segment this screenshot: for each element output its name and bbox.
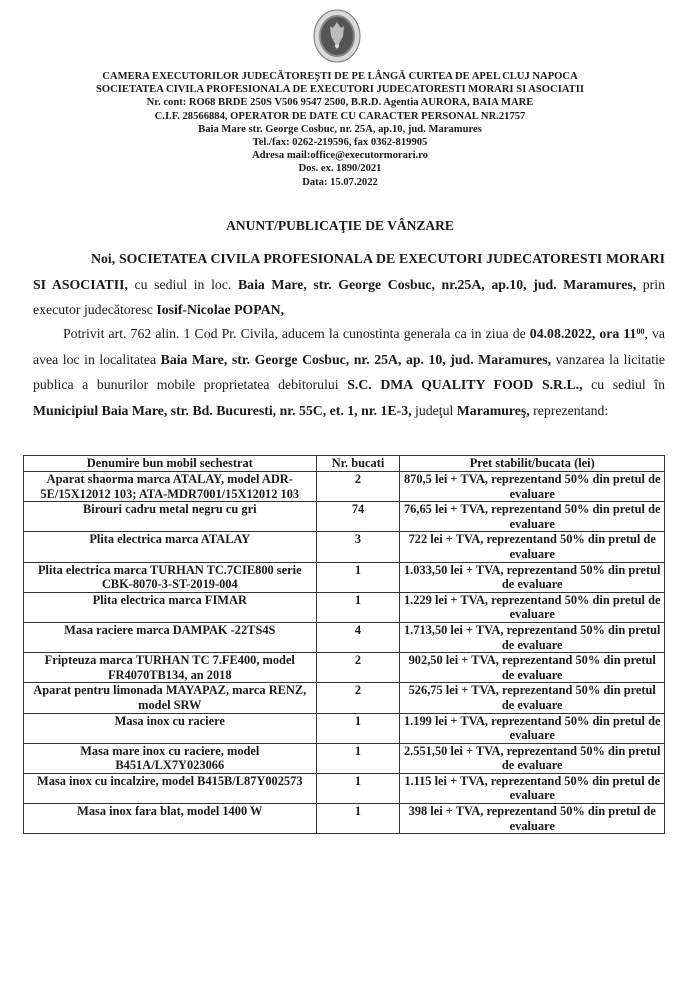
price-cell: 1.115 lei + TVA, reprezentand 50% din pretul de evaluare <box>400 773 665 803</box>
intro-paragraph: Noi, SOCIETATEA CIVILA PROFESIONALA DE EXECUTORI JUDECATORESTI MORARI SI ASOCIATII, cu sediul in loc. Baia Mare, str. George Cosbuc, nr.25A, ap.10, jud. Maramures, prin executor judecătoresc Iosif-Nicolae POPAN, <box>33 251 665 318</box>
debtor-address: Municipiul Baia Mare, str. Bd. Bucuresti, nr. 55C, et. 1, nr. 1E-3, <box>33 402 412 418</box>
header-file-number: Dos. ex. 1890/2021 <box>298 163 382 175</box>
price-cell: 722 lei + TVA, reprezentand 50% din pretul de evaluare <box>400 532 665 562</box>
table-row <box>24 683 665 713</box>
item-name-cell: Masa inox cu raciere <box>24 713 317 743</box>
table-row <box>24 804 665 834</box>
quantity-cell: 1 <box>316 743 400 773</box>
quantity-cell: 1 <box>316 773 400 803</box>
item-name-cell: Plita electrica marca TURHAN TC.7CIE800 serie CBK-8070-3-ST-2019-004 <box>24 562 317 592</box>
quantity-cell: 2 <box>316 683 400 713</box>
document-title: ANUNT/PUBLICAŢIE DE VÂNZARE <box>226 218 454 233</box>
quantity-cell: 74 <box>316 502 400 532</box>
item-name-cell: Masa inox cu incalzire, model B415B/L87Y002573 <box>24 773 317 803</box>
price-cell: 76,65 lei + TVA, reprezentand 50% din pretul de evaluare <box>400 502 665 532</box>
quantity-cell: 1 <box>316 804 400 834</box>
price-cell: 526,75 lei + TVA, reprezentand 50% din pretul de evaluare <box>400 683 665 713</box>
price-cell: 2.551,50 lei + TVA, reprezentand 50% din pretul de evaluare <box>400 743 665 773</box>
header-phone: Tel./fax: 0262-219596, fax 0362-819905 <box>252 137 428 149</box>
goods-table <box>23 455 665 834</box>
quantity-cell: 2 <box>316 472 400 502</box>
executor-name: Noi, SOCIETATEA CIVILA PROFESIONALA DE EXECUTORI JUDECATORESTI MORARI SI ASOCIATII, <box>33 251 665 292</box>
price-cell: 398 lei + TVA, reprezentand 50% din pretul de evaluare <box>400 804 665 834</box>
item-name-cell: Plita electrica marca ATALAY <box>24 532 317 562</box>
quantity-cell: 4 <box>316 622 400 652</box>
table-row <box>24 622 665 652</box>
item-name-cell: Aparat pentru limonada MAYAPAZ, marca RENZ, model SRW <box>24 683 317 713</box>
table-row <box>24 653 665 683</box>
seal-icon <box>312 8 362 64</box>
table-row <box>24 773 665 803</box>
auction-datetime: 04.08.2022, ora $11^{00}$ <box>529 326 645 341</box>
table-row <box>24 743 665 773</box>
table-row <box>24 562 665 592</box>
column-header-item: Denumire bun mobil sechestrat <box>24 456 317 472</box>
sale-paragraph: Potrivit art. 762 alin. 1 Cod Pr. Civila, aducem la cunostinta generala ca in ziua de 04.08.2022, ora $11^{00}$, va avea loc in localitatea Baia Mare, str. George Cosbuc, nr. 25A, ap. 10, jud. Maramures, vanzarea la licitatie publica a bunurilor mobile proprietatea debitorului S.C. DMA QUALITY FOOD S.R.L., cu sediul în Municipiul Baia Mare, str. Bd. Bucuresti, nr. 55C, et. 1, nr. 1E-3, judeţul Maramureş, reprezentand: <box>33 326 666 418</box>
header-company: SOCIETATEA CIVILA PROFESIONALA DE EXECUTORI JUDECATORESTI MORARI SI ASOCIATII <box>95 84 584 96</box>
quantity-cell: 1 <box>316 713 400 743</box>
item-name-cell: Masa mare inox cu raciere, model B451A/LX7Y023066 <box>24 743 317 773</box>
price-cell: 1.713,50 lei + TVA, reprezentand 50% din pretul de evaluare <box>400 622 665 652</box>
header-chamber: CAMERA EXECUTORILOR JUDECĂTOREŞTI DE PE LÂNGĂ CURTEA DE APEL CLUJ NAPOCA <box>102 71 578 82</box>
price-cell: 870,5 lei + TVA, reprezentand 50% din pretul de evaluare <box>400 472 665 502</box>
table-row <box>24 472 665 502</box>
quantity-cell: 1 <box>316 592 400 622</box>
header-account: Nr. cont: RO68 BRDE 250S V506 9547 2500, B.R.D. Agentia AURORA, BAIA MARE <box>146 97 534 109</box>
debtor-name: S.C. DMA QUALITY FOOD S.R.L., <box>347 377 583 393</box>
item-name-cell: Birouri cadru metal negru cu gri <box>24 502 317 532</box>
price-cell: 1.199 lei + TVA, reprezentand 50% din pretul de evaluare <box>400 713 665 743</box>
table-header-row <box>24 456 665 472</box>
header-email: Adresa mail:office@executormorari.ro <box>252 150 428 162</box>
header-address: Baia Mare str. George Cosbuc, nr. 25A, ap.10, jud. Maramures <box>198 123 482 135</box>
executor-address: Baia Mare, str. George Cosbuc, nr.25A, ap.10, jud. Maramures, <box>237 276 637 292</box>
price-cell: 1.033,50 lei + TVA, reprezentand 50% din pretul de evaluare <box>400 562 665 592</box>
item-name-cell: Fripteuza marca TURHAN TC 7.FE400, model FR4070TB134, an 2018 <box>24 653 317 683</box>
auction-location: Baia Mare, str. George Cosbuc, nr. 25A, ap. 10, jud. Maramures, <box>160 351 552 367</box>
header-date: Data: 15.07.2022 <box>302 176 378 188</box>
table-row <box>24 532 665 562</box>
column-header-price: Pret stabilit/bucata (lei) <box>400 456 665 472</box>
header-cif: C.I.F. 28566884, OPERATOR DE DATE CU CARACTER PERSONAL NR.21757 <box>154 110 526 122</box>
quantity-cell: 3 <box>316 532 400 562</box>
table-row <box>24 502 665 532</box>
bailiff-name: Iosif-Nicolae POPAN, <box>156 302 285 318</box>
item-name-cell: Masa raciere marca DAMPAK -22TS4S <box>24 622 317 652</box>
quantity-cell: 1 <box>316 562 400 592</box>
quantity-cell: 2 <box>316 653 400 683</box>
item-name-cell: Masa inox fara blat, model 1400 W <box>24 804 317 834</box>
table-row <box>24 713 665 743</box>
price-cell: 1.229 lei + TVA, reprezentand 50% din pretul de evaluare <box>400 592 665 622</box>
letterhead <box>0 70 680 189</box>
item-name-cell: Plita electrica marca FIMAR <box>24 592 317 622</box>
price-cell: 902,50 lei + TVA, reprezentand 50% din pretul de evaluare <box>400 653 665 683</box>
table-row <box>24 592 665 622</box>
item-name-cell: Aparat shaorma marca ATALAY, model ADR-5E/15X12012 103; ATA-MDR7001/15X12012 103 <box>24 472 317 502</box>
column-header-quantity: Nr. bucati <box>316 456 400 472</box>
